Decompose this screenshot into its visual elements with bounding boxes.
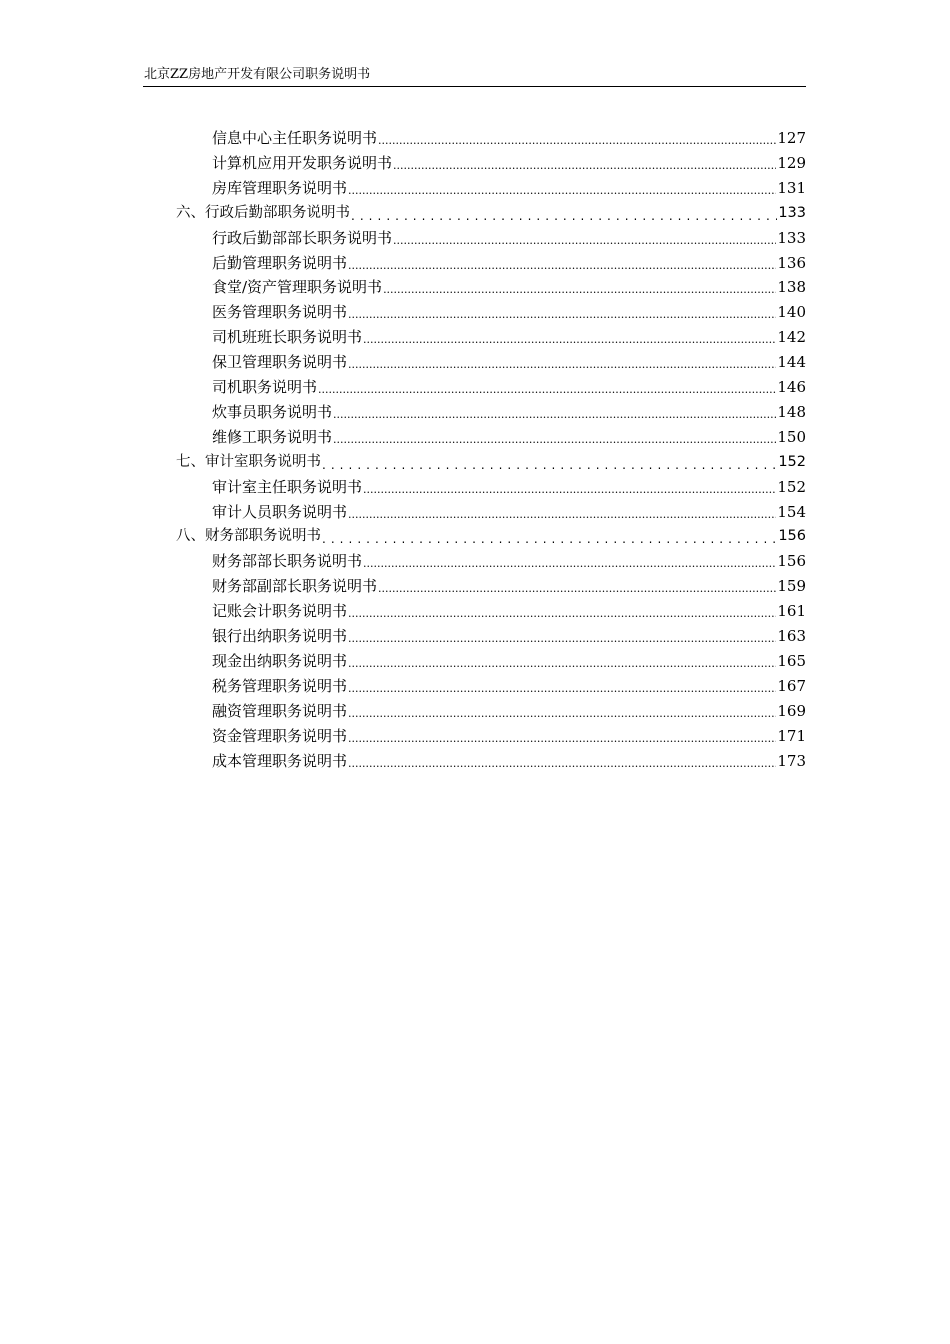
toc-dot-leader <box>348 726 776 746</box>
page-header <box>143 66 806 87</box>
toc-entry[interactable] <box>212 275 806 297</box>
toc-entry[interactable] <box>212 599 806 621</box>
toc-dot-leader <box>363 327 776 347</box>
toc-entry-page-number: 136 <box>777 253 806 272</box>
toc-entry-title: 医务管理职务说明书 <box>212 303 348 322</box>
toc-entry[interactable] <box>212 674 806 696</box>
toc-dot-leader <box>348 178 776 198</box>
toc-entry[interactable] <box>212 649 806 671</box>
toc-dot-leader <box>348 701 776 721</box>
toc-dot-leader <box>378 576 776 596</box>
toc-entry[interactable] <box>212 549 806 571</box>
toc-entry-title: 司机职务说明书 <box>212 378 318 396</box>
toc-entry-title: 成本管理职务说明书 <box>212 751 348 770</box>
toc-entry-page-number: 129 <box>777 153 806 172</box>
toc-entry-title: 税务管理职务说明书 <box>212 676 348 695</box>
toc-entry[interactable] <box>212 251 806 273</box>
toc-dot-leader <box>348 601 776 621</box>
toc-entry-page-number: 133 <box>777 228 806 247</box>
toc-entry-page-number: 138 <box>777 278 806 297</box>
toc-section-entry[interactable] <box>176 201 806 223</box>
toc-entry-page-number: 152 <box>777 477 806 496</box>
toc-dot-leader <box>333 402 776 422</box>
toc-section-entry[interactable] <box>176 450 806 472</box>
toc-entry-title: 食堂/资产管理职务说明书 <box>212 278 383 297</box>
toc-entry-page-number: 154 <box>777 502 806 521</box>
toc-dot-leader <box>393 153 776 173</box>
toc-dot-leader <box>333 427 776 447</box>
toc-entry-title: 司机班班长职务说明书 <box>212 328 363 347</box>
toc-entry-title: 计算机应用开发职务说明书 <box>212 153 393 172</box>
toc-dot-leader <box>348 302 776 322</box>
toc-entry-page-number: 127 <box>777 129 806 147</box>
toc-dot-leader <box>348 253 776 273</box>
toc-entry-title: 七、审计室职务说明书 <box>176 453 321 470</box>
toc-entry-page-number: 167 <box>777 676 806 695</box>
toc-entry[interactable] <box>212 300 806 322</box>
toc-entry-title: 审计人员职务说明书 <box>212 502 348 521</box>
toc-entry-page-number: 152 <box>778 453 806 470</box>
toc-entry[interactable] <box>212 226 806 248</box>
toc-entry-page-number: 161 <box>777 602 806 621</box>
toc-entry-page-number: 171 <box>777 726 806 745</box>
toc-entry-page-number: 173 <box>777 751 806 770</box>
toc-entry[interactable] <box>212 375 806 397</box>
toc-dot-leader <box>351 203 777 223</box>
toc-entry-title: 保卫管理职务说明书 <box>212 353 348 372</box>
toc-entry[interactable] <box>212 624 806 646</box>
toc-entry[interactable] <box>212 350 806 372</box>
toc-entry-title: 行政后勤部部长职务说明书 <box>212 228 393 247</box>
toc-entry[interactable] <box>212 176 806 198</box>
toc-entry-page-number: 163 <box>777 627 806 645</box>
toc-dot-leader <box>348 626 776 646</box>
toc-dot-leader <box>363 477 776 497</box>
toc-entry-page-number: 165 <box>777 651 806 670</box>
toc-entry-title: 信息中心主任职务说明书 <box>212 129 378 147</box>
toc-entry[interactable] <box>212 574 806 596</box>
toc-dot-leader <box>348 751 776 771</box>
toc-entry-page-number: 140 <box>777 303 806 322</box>
toc-entry-title: 资金管理职务说明书 <box>212 726 348 745</box>
toc-dot-leader <box>383 277 776 297</box>
toc-entry[interactable] <box>212 500 806 522</box>
document-header-title: 北京ZZ房地产开发有限公司职务说明书 <box>144 67 371 82</box>
toc-entry[interactable] <box>212 151 806 173</box>
toc-entry[interactable] <box>212 400 806 422</box>
toc-entry-page-number: 156 <box>777 552 806 571</box>
toc-entry-title: 现金出纳职务说明书 <box>212 651 348 670</box>
toc-entry-page-number: 156 <box>778 528 806 545</box>
toc-dot-leader <box>393 228 776 248</box>
toc-entry-page-number: 144 <box>777 353 806 372</box>
toc-entry-page-number: 142 <box>777 328 806 347</box>
toc-entry[interactable] <box>212 724 806 746</box>
toc-entry-title: 后勤管理职务说明书 <box>212 253 348 272</box>
toc-dot-leader <box>348 502 776 522</box>
toc-entry-page-number: 148 <box>777 402 806 421</box>
toc-entry[interactable] <box>212 699 806 721</box>
toc-entry-title: 房库管理职务说明书 <box>212 178 348 197</box>
toc-entry-page-number: 150 <box>777 427 806 446</box>
toc-section-entry[interactable] <box>176 524 806 546</box>
toc-entry[interactable] <box>212 126 806 148</box>
toc-entry-page-number: 159 <box>777 577 806 596</box>
toc-dot-leader <box>378 128 776 148</box>
toc-dot-leader <box>348 651 776 671</box>
toc-entry-title: 财务部部长职务说明书 <box>212 552 363 571</box>
toc-dot-leader <box>363 551 776 571</box>
toc-dot-leader <box>318 377 776 397</box>
toc-entry-page-number: 133 <box>778 204 806 221</box>
toc-entry-title: 炊事员职务说明书 <box>212 402 333 421</box>
toc-dot-leader <box>348 676 776 696</box>
toc-dot-leader <box>322 526 777 546</box>
toc-entry-page-number: 146 <box>777 378 806 396</box>
toc-entry-title: 六、行政后勤部职务说明书 <box>176 204 350 221</box>
toc-entry-title: 维修工职务说明书 <box>212 427 333 446</box>
toc-entry-title: 财务部副部长职务说明书 <box>212 577 378 596</box>
toc-entry[interactable] <box>212 325 806 347</box>
toc-entry[interactable] <box>212 749 806 771</box>
toc-entry[interactable] <box>212 475 806 497</box>
toc-entry-title: 银行出纳职务说明书 <box>212 627 348 645</box>
toc-entry-title: 记账会计职务说明书 <box>212 602 348 621</box>
toc-entry-title: 八、财务部职务说明书 <box>176 528 321 545</box>
toc-entry-page-number: 131 <box>777 178 806 197</box>
toc-dot-leader <box>348 352 776 372</box>
toc-entry-title: 融资管理职务说明书 <box>212 701 348 720</box>
toc-entry-page-number: 169 <box>777 701 806 720</box>
toc-entry-title: 审计室主任职务说明书 <box>212 477 363 496</box>
toc-entry[interactable] <box>212 425 806 447</box>
toc-dot-leader <box>322 452 777 472</box>
